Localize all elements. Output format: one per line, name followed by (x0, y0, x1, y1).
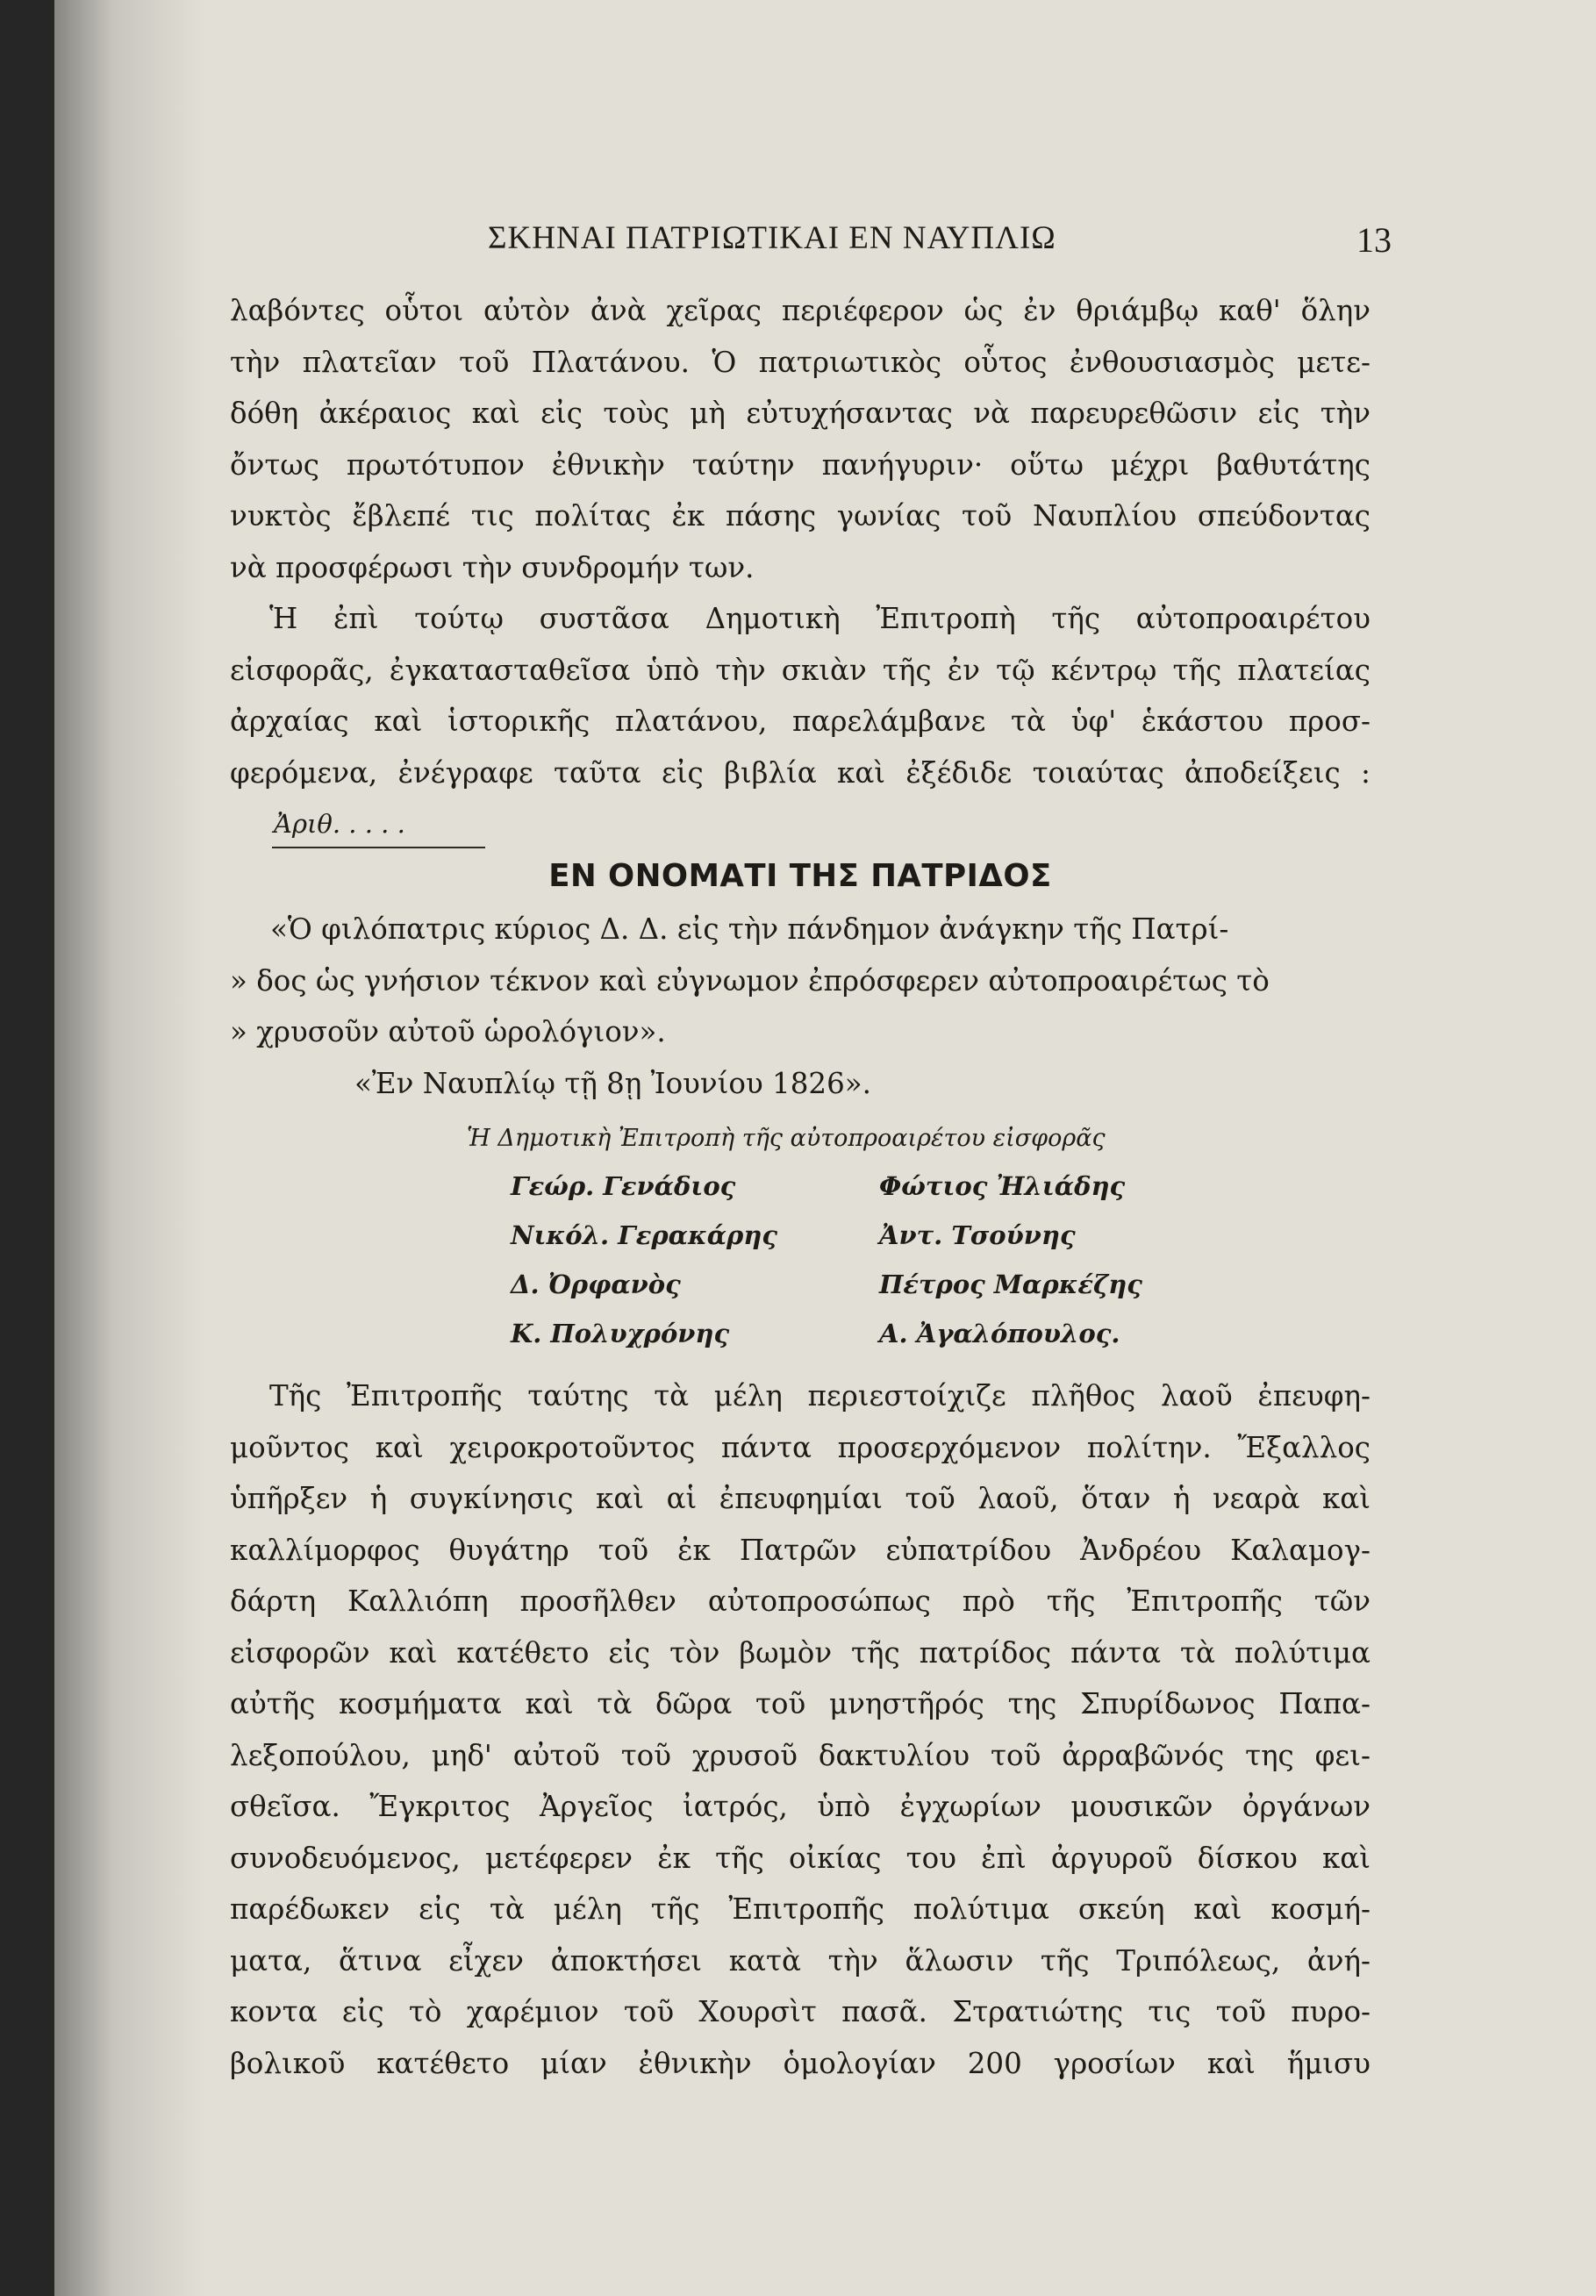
signature-name: Ἀντ. Τσούνης (879, 1220, 1076, 1250)
text-line: κοντα εἰς τὸ χαρέμιον τοῦ Χουρσὶτ πασᾶ. Στρατιώτης τις τοῦ πυρο- (230, 1995, 1371, 2028)
signature-name: Κ. Πολυχρόνης (511, 1319, 730, 1348)
receipt-quote-line: » δος ὡς γνήσιον τέκνον καὶ εὐγνωμον ἐπρόσφερεν αὐτοπροαιρέτως τὸ (230, 963, 1270, 998)
text-line: ματα, ἅτινα εἶχεν ἀποκτήσει κατὰ τὴν ἅλωσιν τῆς Τριπόλεως, ἀνή- (230, 1943, 1371, 1978)
receipt-quote-line: » χρυσοῦν αὐτοῦ ὡρολόγιον». (230, 1015, 666, 1048)
text-line: τὴν πλατεῖαν τοῦ Πλατάνου. Ὁ πατριωτικὸς οὗτος ἐνθουσιασμὸς μετε- (230, 345, 1371, 379)
receipt-signatures (511, 1162, 1371, 1358)
text-line: ὄντως πρωτότυπον ἐθνικὴν ταύτην πανήγυριν· οὕτω μέχρι βαθυτάτης (230, 447, 1371, 482)
text-line: παρέδωκεν εἰς τὰ μέλη τῆς Ἐπιτροπῆς πολύτιμα σκεύη καὶ κοσμή- (230, 1892, 1371, 1926)
receipt-title: ΕΝ ΟΝΟΜΑΤΙ ΤΗΣ ΠΑΤΡΙΔΟΣ (548, 858, 1052, 894)
signature-name: Πέτρος Μαρκέζης (879, 1270, 1142, 1299)
text-line: νυκτὸς ἔβλεπέ τις πολίτας ἐκ πάσης γωνίας τοῦ Ναυπλίου σπεύδοντας (230, 499, 1371, 533)
text-line: καλλίμορφος θυγάτηρ τοῦ ἐκ Πατρῶν εὐπατρίδου Ἀνδρέου Καλαμογ- (230, 1533, 1371, 1567)
text-line: συνοδευόμενος, μετέφερεν ἐκ τῆς οἰκίας του ἐπὶ ἀργυροῦ δίσκου καὶ (230, 1841, 1371, 1875)
page-number: 13 (1356, 220, 1392, 260)
receipt-number-label (230, 798, 1371, 849)
text-line: ἀρχαίας καὶ ἱστορικῆς πλατάνου, παρελάμβανε τὰ ὑφ' ἑκάστου προσ- (230, 705, 1371, 738)
text-line: ὑπῆρξεν ἡ συγκίνησις καὶ αἱ ἐπευφημίαι τοῦ λαοῦ, ὅταν ἡ νεαρὰ καὶ (230, 1482, 1371, 1515)
text-line: εἰσφορῶν καὶ κατέθετο εἰς τὸν βωμὸν τῆς πατρίδος πάντα τὰ πολύτιμα (230, 1635, 1371, 1670)
text-line: εἰσφορᾶς, ἐγκατασταθεῖσα ὑπὸ τὴν σκιὰν τῆς ἐν τῷ κέντρῳ τῆς πλατείας (230, 653, 1371, 687)
text-line: μοῦντος καὶ χειροκροτοῦντος πάντα προσερχόμενον πολίτην. Ἔξαλλος (230, 1430, 1371, 1464)
text-line: αὐτῆς κοσμήματα καὶ τὰ δῶρα τοῦ μνηστῆρός της Σπυρίδωνος Παπα- (230, 1687, 1371, 1720)
signature-name: Δ. Ὀρφανὸς (511, 1270, 681, 1299)
signature-name: Α. Ἀγαλόπουλος. (879, 1319, 1120, 1348)
signature-name: Φώτιος Ἠλιάδης (879, 1171, 1126, 1201)
text-line: λεξοπούλου, μηδ' αὐτοῦ τοῦ χρυσοῦ δακτυλίου τοῦ ἀρραβῶνός της φει- (230, 1738, 1371, 1772)
text-line: νὰ προσφέρωσι τὴν συνδρομήν των. (230, 550, 755, 584)
text-line: βολικοῦ κατέθετο μίαν ἐθνικὴν ὁμολογίαν 200 γροσίων καὶ ἥμισυ (230, 2046, 1371, 2080)
signature-name: Νικόλ. Γερακάρης (511, 1220, 778, 1250)
signature-name: Γεώρ. Γενάδιος (511, 1171, 736, 1201)
text-line: δάρτη Καλλιόπη προσῆλθεν αὐτοπροσώπως πρὸ τῆς Ἐπιτροπῆς τῶν (230, 1584, 1371, 1618)
paragraph-1 (230, 285, 1371, 593)
receipt-number-text: Ἀριθ. . . . . (274, 809, 405, 839)
receipt-committee: Ἡ Δημοτικὴ Ἐπιτροπὴ τῆς αὐτοπροαιρέτου εἰσφορᾶς (467, 1125, 1106, 1152)
receipt-quote-line: «Ὁ φιλόπατρις κύριος Δ. Δ. εἰς τὴν πάνδημον ἀνάγκην τῆς Πατρί- (270, 912, 1229, 946)
text-line: λαβόντες οὗτοι αὐτὸν ἀνὰ χεῖρας περιέφερον ὡς ἐν θριάμβῳ καθ' ὅλην (230, 294, 1371, 327)
text-line: δόθη ἀκέραιος καὶ εἰς τοὺς μὴ εὐτυχήσαντας νὰ παρευρεθῶσιν εἰς τὴν (230, 397, 1371, 430)
paragraph-2 (230, 593, 1371, 798)
book-page (54, 0, 1596, 2296)
receipt-specimen (230, 798, 1371, 1358)
text-line: Ἡ ἐπὶ τούτῳ συστᾶσα Δημοτικὴ Ἐπιτροπὴ τῆς αὐτοπροαιρέτου (269, 602, 1371, 635)
paragraph-3 (230, 1370, 1371, 2089)
page-body (230, 285, 1371, 2089)
running-head: ΣΚΗΝΑΙ ΠΑΤΡΙΩΤΙΚΑΙ ΕΝ ΝΑΥΠΛΙΩ (488, 220, 1056, 256)
text-line: σθεῖσα. Ἔγκριτος Ἀργεῖος ἰατρός, ὑπὸ ἐγχωρίων μουσικῶν ὀργάνων (230, 1790, 1371, 1823)
receipt-divider (272, 847, 485, 848)
receipt-date: «Ἐν Ναυπλίῳ τῇ 8ῃ Ἰουνίου 1826». (354, 1066, 871, 1100)
text-line: φερόμενα, ἐνέγραφε ταῦτα εἰς βιβλία καὶ ἐξέδιδε τοιαύτας ἀποδείξεις : (230, 755, 1371, 790)
text-line: Τῆς Ἐπιτροπῆς ταύτης τὰ μέλη περιεστοίχιζε πλῆθος λαοῦ ἐπευφη- (269, 1379, 1371, 1413)
page-header (488, 219, 1392, 263)
